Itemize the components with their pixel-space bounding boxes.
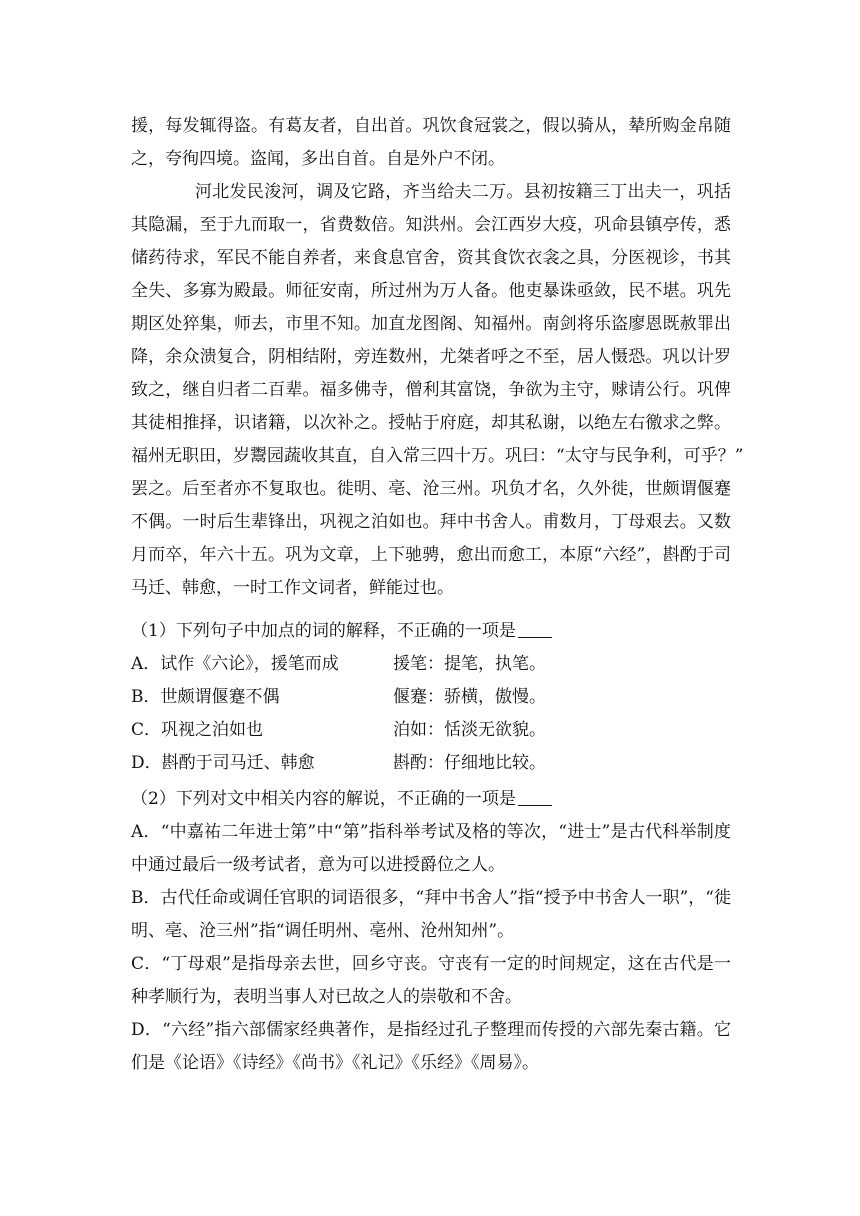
passage-line: 月而卒，年六十五。巩为文章，上下驰骋，愈出而愈工，本原“六经”，斟酌于司	[131, 545, 731, 565]
passage-line: 其徒相推择，识诸籍，以次补之。授帖于府庭，却其私谢，以绝左右徼求之弊。	[131, 413, 731, 433]
question-2-option-a-line: A．“中嘉祐二年进士第”中“第”指科举考试及格的等次，“进士”是古代科举制度	[131, 822, 731, 842]
question-2-option-c-line: C．“丁母艰”是指母亲去世，回乡守丧。守丧有一定的时间规定，这在古代是一	[131, 954, 731, 974]
question-1	[131, 615, 731, 780]
question-2-option-b-line: 明、亳、沧三州”指“调任明州、亳州、沧州知州”。	[131, 921, 515, 941]
option-gloss: 斟酌：仔细地比较。	[393, 753, 546, 773]
question-2	[131, 783, 731, 1080]
question-1-text: （1）下列句子中加点的词的解释，不正确的一项是	[131, 621, 516, 641]
question-1-option-d	[131, 747, 731, 780]
option-sentence: D．斟酌于司马迁、韩愈	[131, 753, 315, 773]
question-1-option-a	[131, 648, 731, 681]
question-1-title	[131, 615, 731, 648]
passage-line: 降，余众溃复合，阴相结附，旁连数州，尤桀者呼之不至，居人慑恐。巩以计罗	[131, 347, 731, 367]
passage-line: 其隐漏，至于九而取一，省费数倍。知洪州。会江西岁大疫，巩命县镇亭传，悉	[131, 215, 731, 235]
question-1-option-c	[131, 714, 731, 747]
question-2-option-a-line: 中通过最后一级考试者，意为可以进授爵位之人。	[131, 855, 505, 875]
passage-line: 之，夸徇四境。盗闻，多出自首。自是外户不闭。	[131, 149, 505, 169]
question-1-option-b	[131, 681, 731, 714]
passage	[131, 110, 744, 605]
question-2-option-b-line: B．古代任命或调任官职的词语很多，“拜中书舍人”指“授予中书舍人一职”，“徙	[131, 888, 731, 908]
passage-line: 河北发民浚河，调及它路，齐当给夫二万。县初按籍三丁出夫一，巩括	[195, 182, 731, 202]
question-2-title	[131, 783, 731, 816]
answer-blank	[518, 787, 552, 806]
option-gloss: 援笔：提笔，执笔。	[393, 654, 546, 674]
option-sentence: C．巩视之泊如也	[131, 720, 264, 740]
option-sentence: B．世颇谓偃蹇不偶	[131, 687, 280, 707]
option-sentence: A．试作《六论》，援笔而成	[131, 654, 339, 674]
passage-line: 罢之。后至者亦不复取也。徙明、亳、沧三州。巩负才名，久外徙，世颇谓偃蹇	[131, 479, 731, 499]
answer-blank	[518, 619, 552, 638]
passage-line: 援，每发辄得盗。有葛友者，自出首。巩饮食冠裳之，假以骑从，辇所购金帛随	[131, 116, 731, 136]
question-2-option-c-line: 种孝顺行为，表明当事人对已故之人的崇敬和不舍。	[131, 987, 522, 1007]
question-2-option-d-line: D．“六经”指六部儒家经典著作，是指经过孔子整理而传授的六部先秦古籍。它	[131, 1020, 731, 1040]
option-gloss: 泊如：恬淡无欲貌。	[393, 720, 546, 740]
option-gloss: 偃蹇：骄横，傲慢。	[393, 687, 546, 707]
passage-line: 不偶。一时后生辈锋出，巩视之泊如也。拜中书舍人。甫数月，丁母艰去。又数	[131, 512, 731, 532]
passage-line: 致之，继自归者二百辈。福多佛寺，僧利其富饶，争欲为主守，赇请公行。巩俾	[131, 380, 731, 400]
question-2-text: （2）下列对文中相关内容的解说，不正确的一项是	[131, 789, 516, 809]
passage-line: 马迁、韩愈，一时工作文词者，鲜能过也。	[131, 578, 454, 598]
passage-line: 储药待求，军民不能自养者，来食息官舍，资其食饮衣衾之具，分医视诊，书其	[131, 248, 731, 268]
passage-line: 福州无职田，岁鬻园蔬收其直，自入常三四十万。巩曰：“太守与民争利，可乎？”	[131, 446, 744, 466]
question-2-option-d-line: 们是《论语》《诗经》《尚书》《礼记》《乐经》《周易》。	[131, 1053, 539, 1073]
passage-line: 期区处猝集，师去，市里不知。加直龙图阁、知福州。南剑将乐盗廖恩既赦罪出	[131, 314, 731, 334]
passage-line: 全失、多寡为殿最。师征安南，所过州为万人备。他吏暴诛亟敛，民不堪。巩先	[131, 281, 731, 301]
